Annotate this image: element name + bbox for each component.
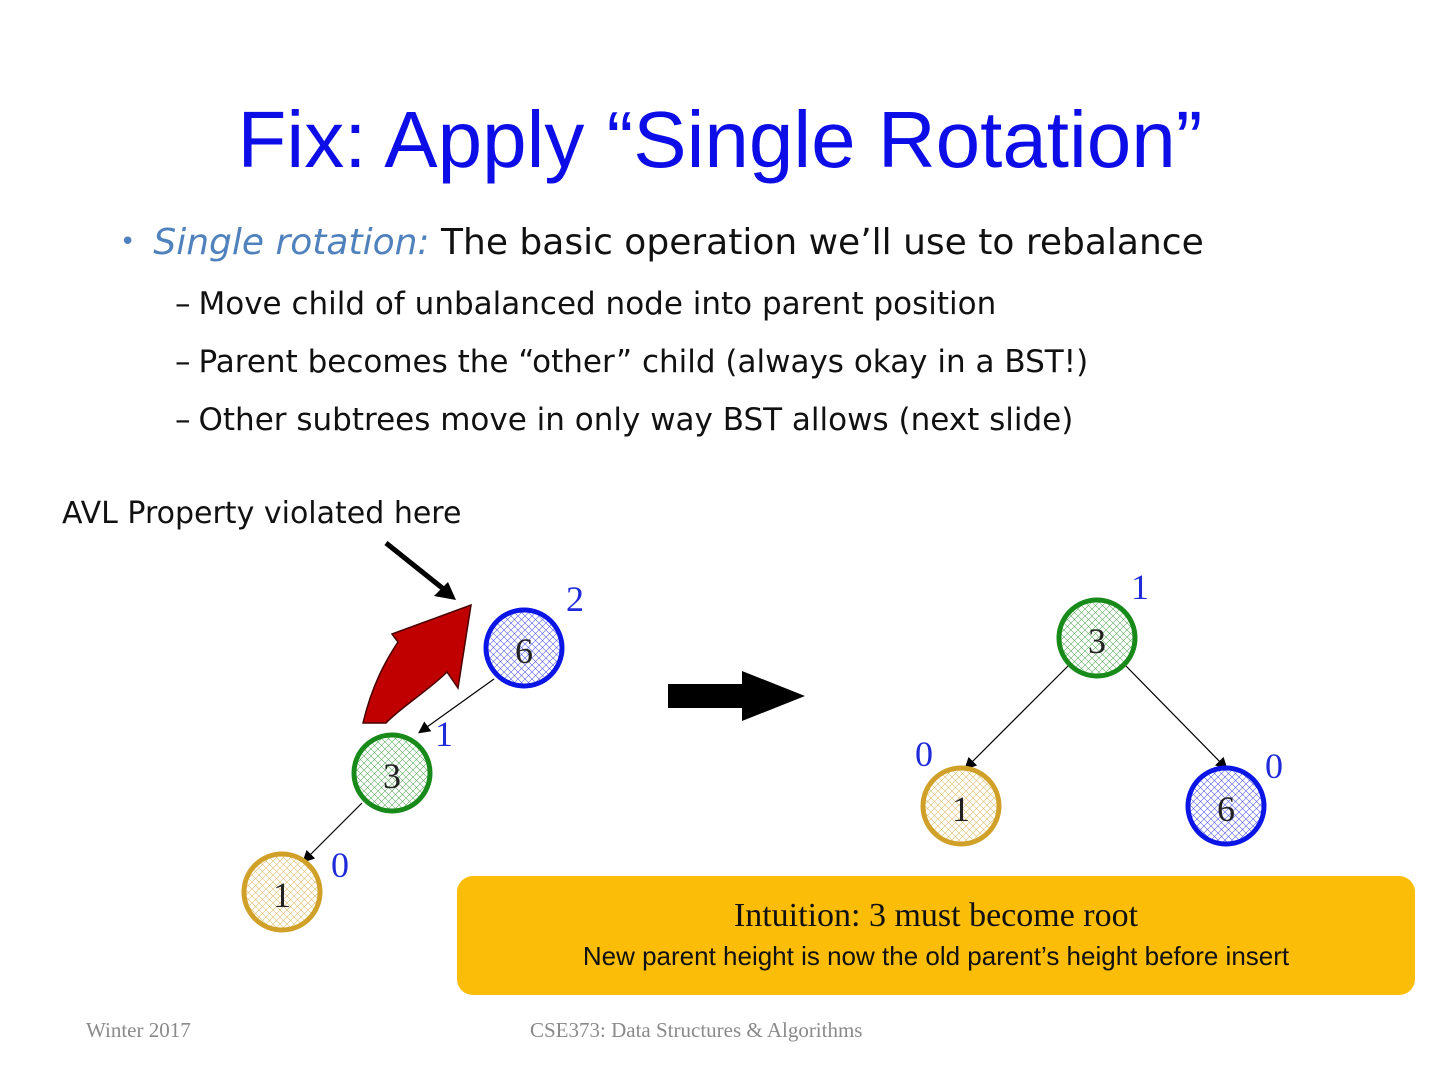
callout-headline: Intuition: 3 must become root	[733, 897, 1139, 934]
after-height-label-3: 1	[1131, 567, 1149, 607]
node-value: 6	[515, 631, 533, 671]
node-value: 3	[1088, 621, 1106, 661]
dash-glyph: –	[175, 344, 191, 380]
footer-course: CSE373: Data Structures & Algorithms	[530, 1018, 863, 1042]
sub-bullet-text: Other subtrees move in only way BST allows (next slide)	[198, 402, 1074, 438]
before-height-label-6: 2	[566, 579, 584, 619]
after-height-label-1: 0	[915, 734, 933, 774]
node-value: 6	[1217, 789, 1235, 829]
bullet-text: The basic operation we’ll use to rebalance	[429, 222, 1204, 263]
after-node-3	[1059, 600, 1135, 676]
node-value: 3	[383, 756, 401, 796]
dash-glyph: –	[175, 286, 191, 322]
annotation-pointer-arrow	[386, 543, 456, 600]
sub-bullet-text: Move child of unbalanced node into parent position	[198, 286, 997, 322]
after-node-6	[1188, 768, 1264, 844]
callout-detail: New parent height is now the old parent’s height before insert	[582, 941, 1290, 971]
footer-term: Winter 2017	[86, 1018, 191, 1042]
before-node-3	[354, 735, 430, 811]
avl-violation-label: AVL Property violated here	[62, 496, 462, 531]
sub-bullet-text: Parent becomes the “other” child (always okay in a BST!)	[198, 344, 1089, 380]
before-node-1	[244, 854, 320, 930]
before-height-label-3: 1	[435, 714, 453, 754]
before-node-6	[486, 610, 562, 686]
before-height-label-1: 0	[331, 845, 349, 885]
bullet-dot: •	[120, 227, 136, 257]
after-height-label-6: 0	[1265, 746, 1283, 786]
after-node-1	[923, 768, 999, 844]
rotation-arrow-icon	[363, 605, 471, 723]
node-value: 1	[952, 789, 970, 829]
slide-title: Fix: Apply “Single Rotation”	[237, 95, 1203, 184]
node-value: 1	[273, 875, 291, 915]
transform-arrow-icon	[668, 671, 805, 721]
intuition-callout	[457, 876, 1415, 995]
bullet-term: Single rotation:	[153, 222, 430, 263]
edge-3-to-1-after	[966, 666, 1068, 768]
dash-glyph: –	[175, 402, 191, 438]
edge-3-to-6-after	[1126, 666, 1226, 768]
